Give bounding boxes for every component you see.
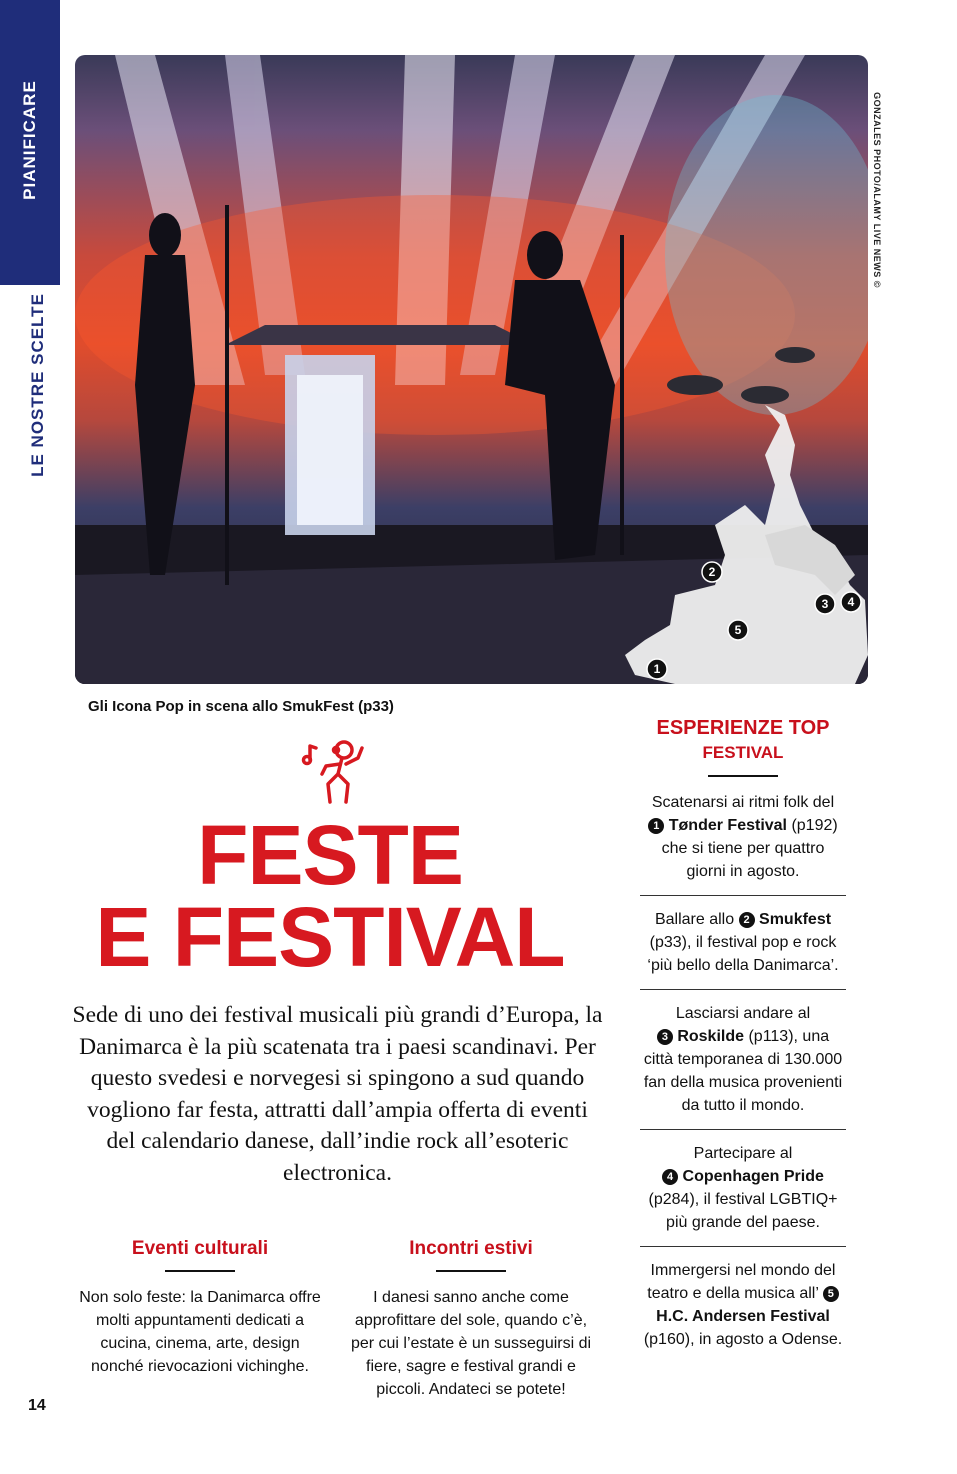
map-marker-2 [702, 562, 722, 582]
experience-text: (p284), il festival LGBTIQ+ più grande del paese. [648, 1191, 838, 1231]
experience-text: (p192) che si tiene per quattro giorni in agosto. [661, 817, 838, 880]
experience-text: Ballare allo [654, 911, 735, 928]
number-badge: 5 [823, 1286, 839, 1302]
svg-text:4: 4 [847, 595, 855, 609]
festival-name: Smukfest [759, 911, 832, 928]
map-marker-5 [728, 620, 748, 640]
photo-credit: GONZALES PHOTO/ALAMY LIVE NEWS © [872, 92, 882, 288]
svg-text:2: 2 [708, 565, 716, 579]
experience-text: Lasciarsi andare al [675, 1005, 811, 1022]
map-marker-4 [841, 592, 861, 612]
experience-item-3 [640, 1002, 846, 1130]
experience-text: (p160), in agosto a Odense. [643, 1331, 843, 1348]
number-badge: 2 [739, 912, 755, 928]
experience-item-5 [640, 1259, 846, 1363]
festival-name: H.C. Andersen Festival [656, 1308, 830, 1325]
concert-photo [75, 55, 868, 684]
top-experiences-box [640, 715, 846, 1375]
festival-name: Roskilde [677, 1028, 745, 1045]
divider [165, 1270, 235, 1272]
section-summer-events [346, 1238, 596, 1401]
page-number: 14 [28, 1397, 46, 1414]
section-heading: Eventi culturali [131, 1238, 269, 1259]
experiences-title: ESPERIENZE TOP [656, 717, 830, 739]
experience-item-1 [640, 791, 846, 896]
section-text: I danesi sanno anche come approfittare del sole, quando c’è, per cui l’estate è un susseguirsi di fiere, sagre e festival grandi e piccoli. Andateci se potete! [350, 1289, 592, 1398]
festival-name: Tønder Festival [668, 817, 787, 834]
section-heading: Incontri estivi [409, 1238, 533, 1259]
svg-text:3: 3 [821, 597, 829, 611]
chapter-label: LE NOSTRE SCELTE [28, 293, 47, 477]
experience-item-2 [640, 908, 846, 990]
svg-text:1: 1 [653, 662, 661, 676]
experience-text: (p113), una città temporanea di 130.000 fan della musica provenienti da tutto il mondo. [643, 1028, 843, 1114]
music-fan-icon [300, 738, 370, 808]
section-text: Non solo feste: la Danimarca offre molti appuntamenti dedicati a cucina, cinema, arte, design nonché rievocazioni vichinghe. [79, 1289, 321, 1375]
experiences-subtitle: FESTIVAL [702, 743, 784, 762]
lead-paragraph: Sede di uno dei festival musicali più grandi d’Europa, la Danimarca è la più scatenata tra i paesi scandinavi. Per questo svedesi e norvegesi si spingono a sud quando vogliono far festa, attratti dall’ampia offerta di eventi del calendario danese, dall’indie rock all’esoteric electronica. [72, 1002, 603, 1186]
number-badge: 1 [648, 818, 664, 834]
page-title-line-2: E FESTIVAL [95, 890, 565, 984]
section-cultural-events [75, 1238, 325, 1378]
number-badge: 3 [657, 1029, 673, 1045]
festival-name: Copenhagen Pride [682, 1168, 824, 1185]
divider [436, 1270, 506, 1272]
section-tab [0, 0, 60, 285]
experience-text: Immergersi nel mondo del teatro e della musica all’ [647, 1262, 836, 1302]
page-title-line-1: FESTE [197, 808, 463, 902]
map-marker-1 [647, 659, 667, 679]
section-tab-label: PIANIFICARE [20, 80, 39, 200]
svg-text:5: 5 [734, 623, 742, 637]
experience-text: Partecipare al [693, 1145, 793, 1162]
experience-item-4 [640, 1142, 846, 1247]
experience-text: (p33), il festival pop e rock ‘più bello della Danimarca’. [647, 934, 839, 974]
map-marker-3 [815, 594, 835, 614]
photo-caption: Gli Icona Pop in scena allo SmukFest (p33) [88, 698, 394, 715]
experience-text: Scatenarsi ai ritmi folk del [651, 794, 835, 811]
divider [708, 775, 778, 777]
number-badge: 4 [662, 1169, 678, 1185]
